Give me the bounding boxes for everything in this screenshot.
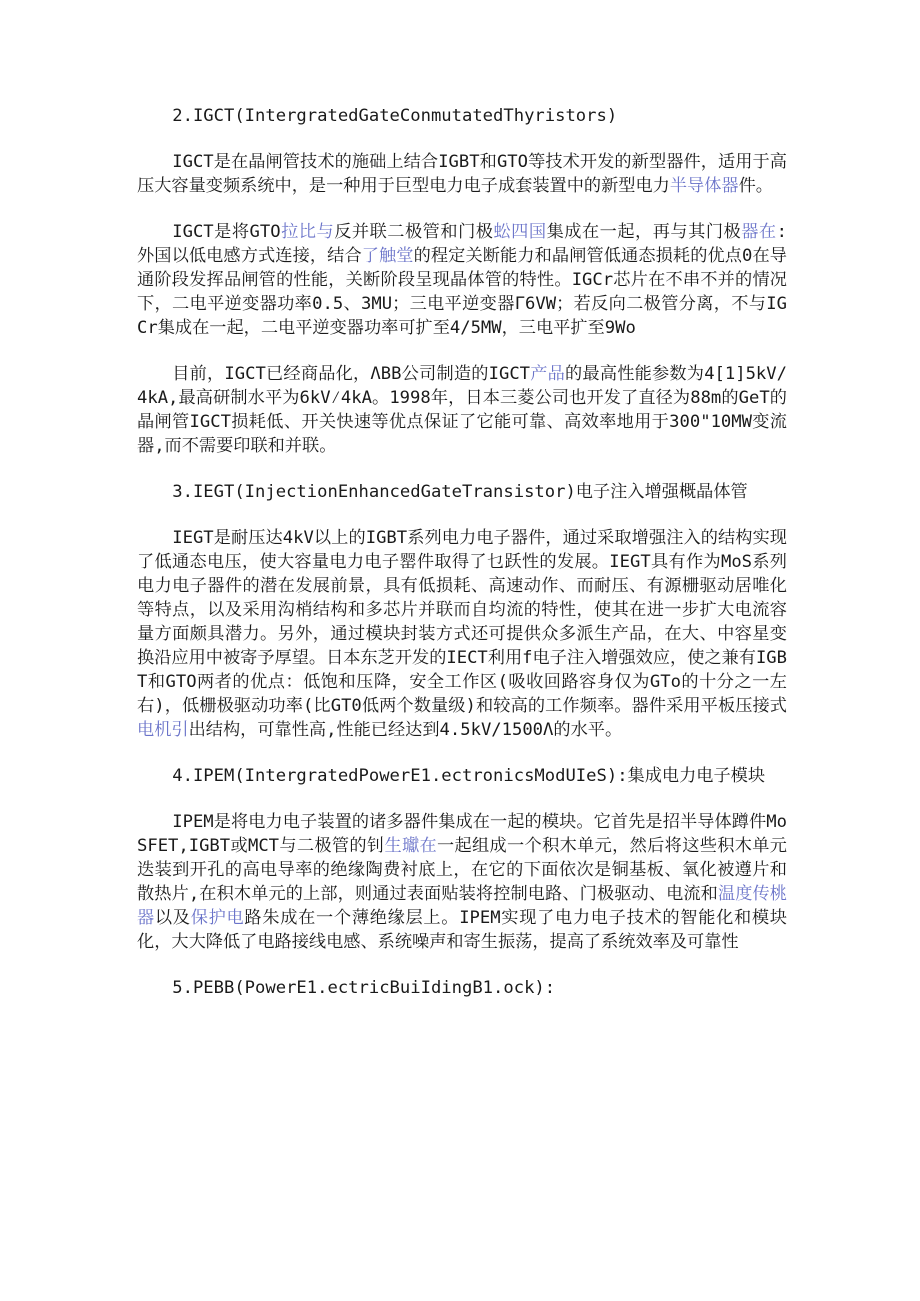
paragraph-igct-status <box>137 362 787 458</box>
text-run: 目前，IGCT已经商品化，ΛBB公司制造的IGCT <box>172 364 531 384</box>
text-run: :外国以低电感方式连接，结合 <box>137 222 787 266</box>
document-body <box>137 104 787 1022</box>
inline-link[interactable]: 拉比与 <box>280 222 335 242</box>
inline-link[interactable]: 电机引 <box>137 720 189 740</box>
text-run: IEGT是耐压达4kV以上的IGBT系列电力电子器件，通过采取增强注入的结构实现了低通态电压，使大容量电力电子罂件取得了乜跃性的发展。IEGT具有作为MoS系列电力电子器件的潜在发展前景，具有低损耗、高速动作、而耐压、有源栅驱动居唯化等特点，以及采用沟梢结构和多芯片并联而自均流的特性，使其在进一步扩大电流容量方面颇具潜力。另外，通过模块封装方式还可提供众多派生产品，在大、中容星变换沿应用中被寄予厚望。日本东芝开发的IECT利用f电子注入增强效应，使之兼有IGBT和GTO两者的优点：低饱和压降，安全工作区(吸收回路容身仅为GTo的十分之一左右)，低栅极驱动功率(比GT0低两个数量级)和较高的工作频率。器件采用平板压接式 <box>137 528 787 716</box>
paragraph-ipem <box>137 810 787 954</box>
text-run: 一起组成一个积木单元，然后将这些积木单元迭装到开孔的高电导率的绝缘陶费衬底上，在它的下面依次是铜基板、氧化被遵片和散热片,在积木单元的上部，则通过表面贴装将控制电路、门极驱动、电流和 <box>137 836 787 904</box>
text-run: 5.PEBB(PowerE1.ectricBuiIdingB1.ock): <box>172 978 556 998</box>
inline-link[interactable]: 温度传桃器 <box>137 884 787 928</box>
paragraph-igct-structure <box>137 220 787 340</box>
text-run: IGCT是将GTO <box>172 222 281 242</box>
text-run: 反并联二极管和门极 <box>334 222 494 242</box>
text-run: 集成在一起，再与其门极 <box>546 222 742 242</box>
text-run: 3.IEGT(InjectionEnhancedGateTransistor)电子注入增强概晶体管 <box>172 482 748 502</box>
inline-link[interactable]: 了触堂 <box>361 246 414 266</box>
inline-link[interactable]: 保护电 <box>190 908 245 928</box>
paragraph-iegt <box>137 526 787 742</box>
text-run: 出结构，可靠性高,性能已经达到4.5kV/1500Λ的水平。 <box>188 720 623 740</box>
text-run: IGCT是在晶闸管技术的施础上结合IGBT和GTO等技术开发的新型器件，适用于高压大容量变频系统中，是一种用于巨型电力电子成套装置中的新型电力 <box>137 152 787 196</box>
text-run: 的程定关断能力和晶闸管低通态损耗的优点0在导通阶段发挥品闸管的性能，关断阶段呈现晶体管的特性。IGCr芯片在不串不并的情况下，二电平逆变器功率0.5、3MU；三电平逆变器Γ6VW；若反向二极管分离，不与IGCr集成在一起，二电平逆变器功率可扩至4/5MW，三电平扩至9Wo <box>137 246 787 338</box>
text-run: 件。 <box>738 176 773 196</box>
inline-link[interactable]: 蚣四国 <box>493 222 547 242</box>
inline-link[interactable]: 器在 <box>741 222 777 242</box>
paragraph-igct-intro <box>137 150 787 198</box>
text-run: 路朱成在一个薄绝缘层上。IPEM实现了电力电子技术的智能化和模块化，大大降低了电路接线电感、系统噪声和寄生振荡，提高了系统效率及可靠性 <box>137 908 787 952</box>
text-run: 以及 <box>154 908 191 928</box>
text-run: IPEM是将电力电子装置的诸多器件集成在一起的模块。它首先是招半导体蹲件MoSFET,IGBT或MCT与二极管的钊 <box>137 812 787 856</box>
inline-link[interactable]: 生瓛在 <box>384 836 437 856</box>
section-heading-pebb <box>137 976 787 1000</box>
text-run: 4.IPEM(IntergratedPowerE1.ectronicsModUIeS):集成电力电子模块 <box>172 766 766 786</box>
inline-link[interactable]: 产品 <box>530 364 566 384</box>
section-heading-iegt <box>137 480 787 504</box>
section-heading-ipem <box>137 764 787 788</box>
section-heading-igct <box>137 104 787 128</box>
text-run: 2.IGCT(IntergratedGateConmutatedThyristors) <box>172 106 618 126</box>
inline-link[interactable]: 半导体器 <box>669 176 739 196</box>
text-run: 的最高性能参数为4[1]5kV/4kA,最高研制水平为6kV⁄4kA。1998年，日本三菱公司也开发了直径为88m的GeT的晶闸管IGCT损耗低、开关快速等优点保证了它能可靠、高效率地用于300"10MW变流器,而不需要印联和并联。 <box>137 364 787 456</box>
